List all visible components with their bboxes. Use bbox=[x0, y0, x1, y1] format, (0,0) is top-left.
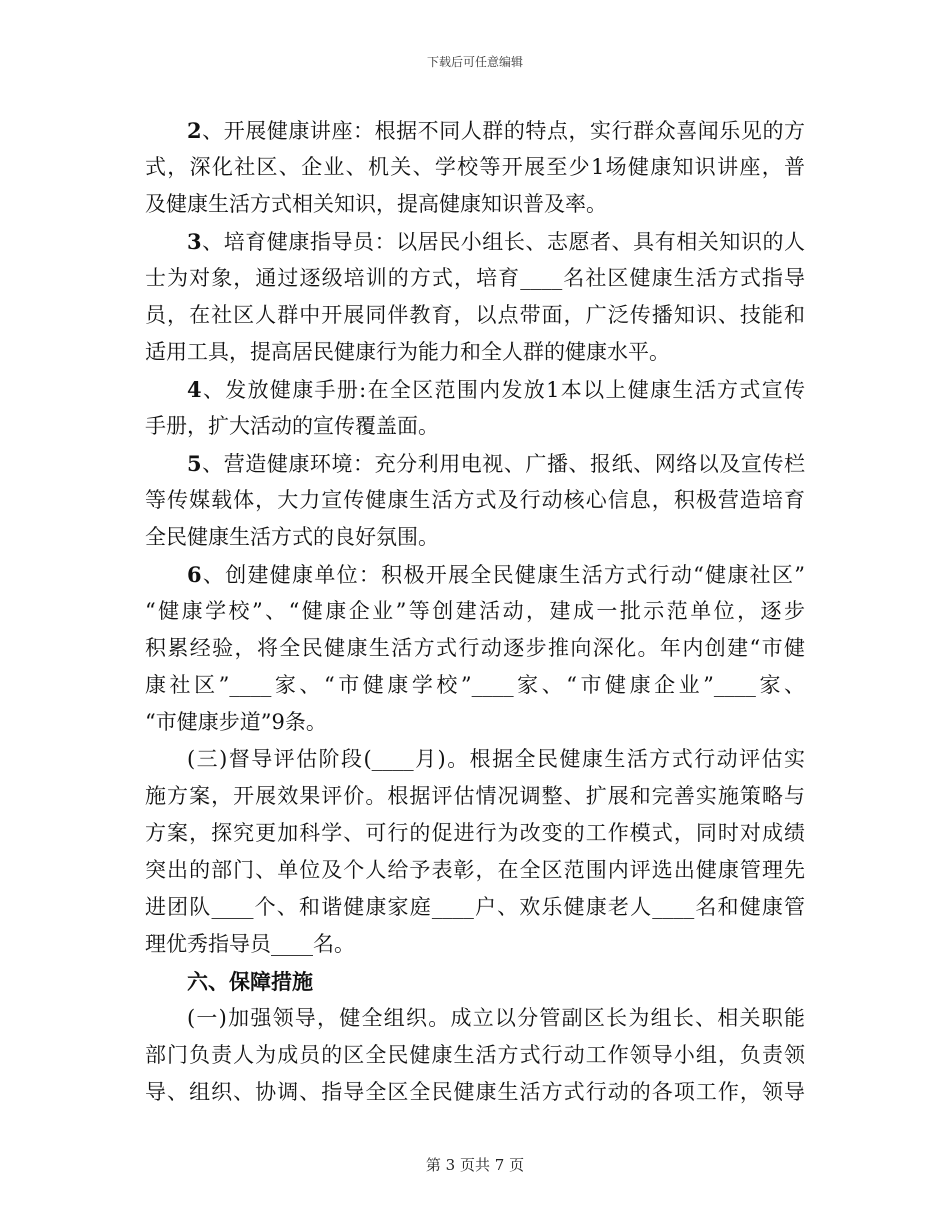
paragraph-line: 等传媒载体，大力宣传健康生活方式及行动核心信息，积极营造培育 bbox=[145, 488, 805, 512]
item-number: 5 bbox=[187, 451, 202, 476]
paragraph-line: (三)督导评估阶段(____月)。根据全民健康生活方式行动评估实 bbox=[187, 747, 805, 771]
section-heading: 六、保障措施 bbox=[187, 969, 313, 994]
page-number: 第 3 页共 7 页 bbox=[425, 1156, 525, 1174]
paragraph-line: 手册，扩大活动的宣传覆盖面。 bbox=[145, 414, 439, 438]
paragraph-line: (一)加强领导，健全组织。成立以分管副区长为组长、相关职能 bbox=[187, 1006, 805, 1030]
paragraph-line bbox=[187, 556, 805, 593]
item-number: 2 bbox=[187, 118, 202, 143]
paragraph-line: 康社区”____家、“市健康学校”____家、“市健康企业”____家、 bbox=[145, 673, 805, 697]
paragraph-line bbox=[187, 112, 805, 149]
paragraph-line bbox=[187, 445, 805, 482]
line-text: 、发放健康手册:在全区范围内发放1本以上健康生活方式宣传 bbox=[201, 378, 805, 402]
paragraph-line: 适用工具，提高居民健康行为能力和全人群的健康水平。 bbox=[145, 340, 670, 364]
line-text: 、营造健康环境：充分利用电视、广播、报纸、网络以及宣传栏 bbox=[201, 452, 805, 476]
paragraph-line: 突出的部门、单位及个人给予表彰，在全区范围内评选出健康管理先 bbox=[145, 858, 805, 882]
item-number: 4 bbox=[187, 377, 202, 402]
item-number: 6 bbox=[187, 562, 202, 587]
paragraph-line: 及健康生活方式相关知识，提高健康知识普及率。 bbox=[145, 192, 607, 216]
paragraph-line bbox=[187, 223, 805, 260]
paragraph-line: 施方案，开展效果评价。根据评估情况调整、扩展和完善实施策略与 bbox=[145, 784, 805, 808]
paragraph-line: 式，深化社区、企业、机关、学校等开展至少1场健康知识讲座，普 bbox=[145, 155, 805, 179]
paragraph-line: 部门负责人为成员的区全民健康生活方式行动工作领导小组，负责领 bbox=[145, 1043, 805, 1067]
paragraph-line: “健康学校”、“健康企业”等创建活动，建成一批示范单位，逐步 bbox=[145, 599, 805, 623]
paragraph-line bbox=[187, 371, 805, 408]
paragraph-line: 士为对象，通过逐级培训的方式，培育____名社区健康生活方式指导 bbox=[145, 266, 805, 290]
paragraph-line: 进团队____个、和谐健康家庭____户、欢乐健康老人____名和健康管 bbox=[145, 895, 805, 919]
paragraph-line: “市健康步道”9条。 bbox=[145, 710, 327, 734]
paragraph-line: 方案，探究更加科学、可行的促进行为改变的工作模式，同时对成绩 bbox=[145, 821, 805, 845]
paragraph-line: 导、组织、协调、指导全区全民健康生活方式行动的各项工作，领导 bbox=[145, 1080, 805, 1104]
line-text: 、创建健康单位：积极开展全民健康生活方式行动“健康社区” bbox=[201, 563, 805, 587]
paragraph-line: 理优秀指导员____名。 bbox=[145, 932, 355, 956]
paragraph-line: 全民健康生活方式的良好氛围。 bbox=[145, 525, 439, 549]
paragraph-line: 积累经验，将全民健康生活方式行动逐步推向深化。年内创建“市健 bbox=[145, 636, 805, 660]
line-text: 、开展健康讲座：根据不同人群的特点，实行群众喜闻乐见的方 bbox=[201, 119, 805, 143]
item-number: 3 bbox=[187, 229, 202, 254]
line-text: 、培育健康指导员：以居民小组长、志愿者、具有相关知识的人 bbox=[201, 230, 805, 254]
page-header-note: 下载后可任意编辑 bbox=[426, 55, 523, 69]
paragraph-line: 员，在社区人群中开展同伴教育，以点带面，广泛传播知识、技能和 bbox=[145, 303, 805, 327]
